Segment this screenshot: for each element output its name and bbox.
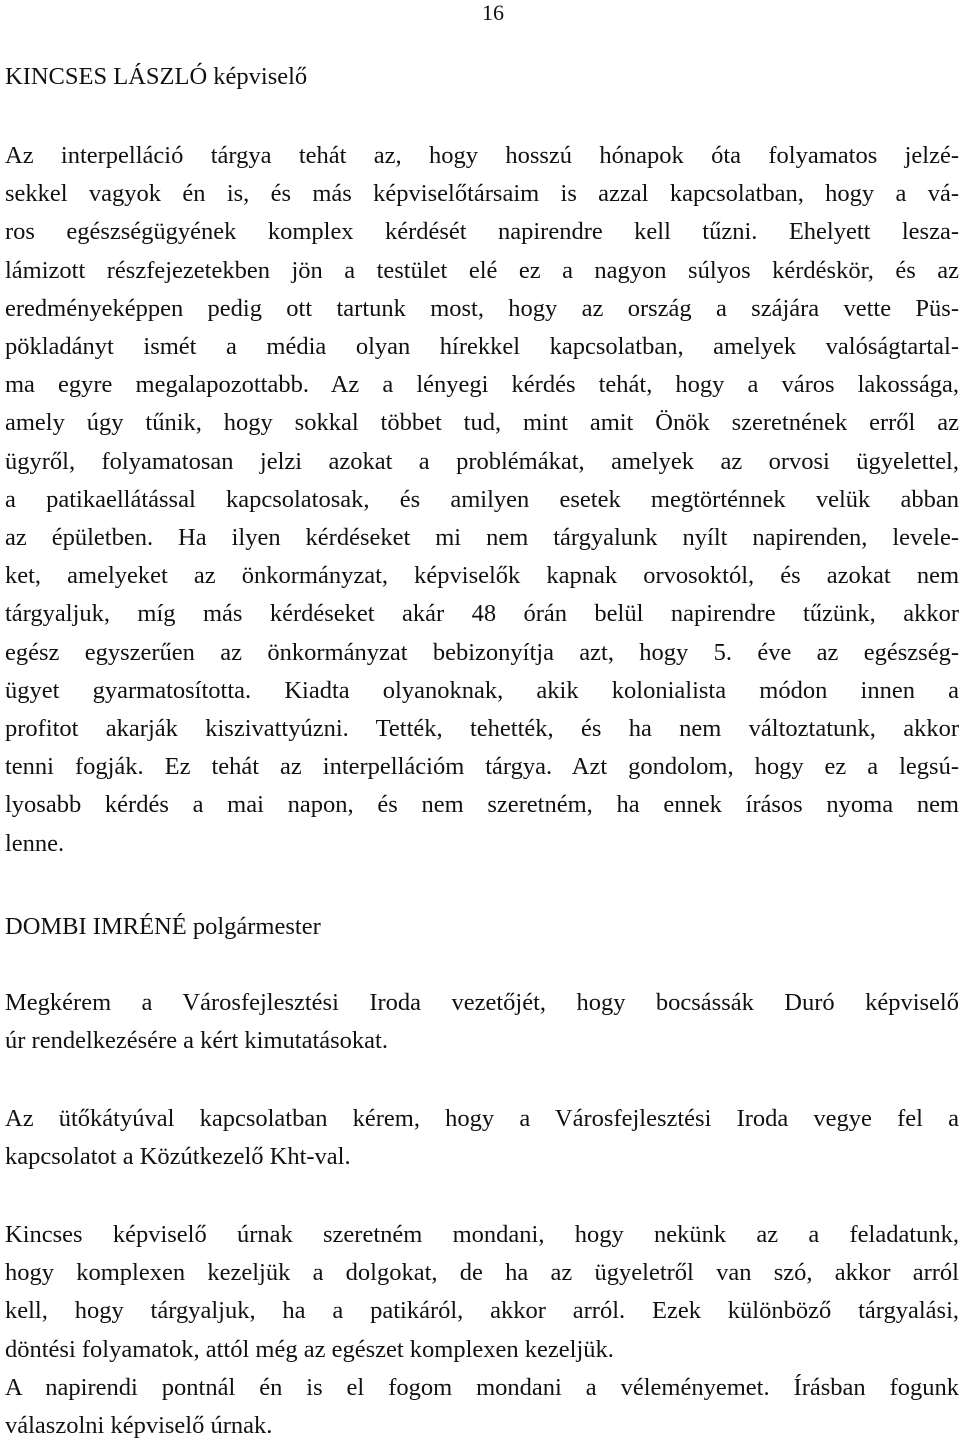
text-line: döntési folyamatok, attól még az egészet komplexen kezeljük.: [5, 1335, 614, 1363]
text-line: hogy komplexen kezeljük a dolgokat, de ha az ügyeletről van szó, akkor arról: [5, 1259, 959, 1287]
text-line: Az ütőkátyúval kapcsolatban kérem, hogy a Városfejlesztési Iroda vegye fel a: [5, 1105, 959, 1132]
paragraph-pothole: [5, 1100, 959, 1176]
paragraph-response-kincses: [5, 1216, 959, 1445]
text-line: Megkérem a Városfejlesztési Iroda vezetőjét, hogy bocsássák Duró képviselő: [5, 989, 959, 1016]
text-line: ma egyre megalapozottabb. Az a lényegi kérdés tehát, hogy a város lakossága,: [5, 371, 959, 399]
text-line: úr rendelkezésére a kért kimutatásokat.: [5, 1027, 388, 1055]
text-line: a patikaellátással kapcsolatosak, és amilyen esetek megtörténnek velük abban: [5, 485, 959, 513]
text-line: Az interpelláció tárgya tehát az, hogy hosszú hónapok óta folyamatos jelzé-: [5, 142, 959, 169]
text-line: eredményeképpen pedig ott tartunk most, hogy az ország a szájára vette Püs-: [5, 294, 959, 322]
text-line: pökladányt ismét a média olyan hírekkel kapcsolatban, amelyek valóságtartal-: [5, 333, 959, 361]
text-line: egész egyszerűen az önkormányzat bebizonyítja azt, hogy 5. éve az egészség-: [5, 638, 959, 666]
text-line: ügyről, folyamatosan jelzi azokat a problémákat, amelyek az orvosi ügyelettel,: [5, 447, 959, 475]
text-line: sekkel vagyok én is, és más képviselőtársaim is azzal kapcsolatban, hogy a vá-: [5, 180, 959, 208]
text-line: válaszolni képviselő úrnak.: [5, 1412, 273, 1440]
text-line: ügyet gyarmatosította. Kiadta olyanoknak, akik kolonialista módon innen a: [5, 676, 959, 704]
speaker-heading-dombi: DOMBI IMRÉNÉ polgármester: [5, 913, 321, 940]
text-line: ket, amelyeket az önkormányzat, képviselők kapnak orvosoktól, és azokat nem: [5, 562, 959, 590]
text-line: Kincses képviselő úrnak szeretném mondani, hogy nekünk az a feladatunk,: [5, 1221, 959, 1248]
text-line: lenne.: [5, 829, 65, 857]
page-number: 16: [482, 0, 504, 25]
text-line: lyosabb kérdés a mai napon, és nem szeretném, ha ennek írásos nyoma nem: [5, 791, 959, 819]
text-line: kell, hogy tárgyaljuk, ha a patikáról, akkor arról. Ezek különböző tárgyalási,: [5, 1297, 959, 1325]
text-line: tárgyaljuk, míg más kérdéseket akár 48 órán belül napirendre tűzünk, akkor: [5, 600, 959, 628]
text-line: lámizott részfejezetekben jön a testület elé ez a nagyon súlyos kérdéskör, és az: [5, 256, 959, 284]
text-line: amely úgy tűnik, hogy sokkal többet tud, mint amit Önök szeretnének erről az: [5, 409, 959, 437]
text-line: ros egészségügyének komplex kérdését napirendre kell tűzni. Ehelyett lesza-: [5, 218, 959, 246]
text-line: A napirendi pontnál én is el fogom mondani a véleményemet. Írásban fogunk: [5, 1373, 959, 1401]
text-line: az épületben. Ha ilyen kérdéseket mi nem tárgyalunk nyílt napirenden, levele-: [5, 524, 959, 552]
text-line: profitot akarják kiszivattyúzni. Tették, tehették, és ha nem változtatunk, akkor: [5, 715, 959, 743]
speaker-heading-kincses: KINCSES LÁSZLÓ képviselő: [5, 63, 308, 90]
paragraph-request-office: [5, 984, 959, 1060]
text-line: tenni fogják. Ez tehát az interpellációm tárgya. Azt gondolom, hogy ez a legsú-: [5, 753, 959, 781]
paragraph-interpellation: [5, 137, 959, 863]
text-line: kapcsolatot a Közútkezelő Kht-val.: [5, 1143, 351, 1171]
